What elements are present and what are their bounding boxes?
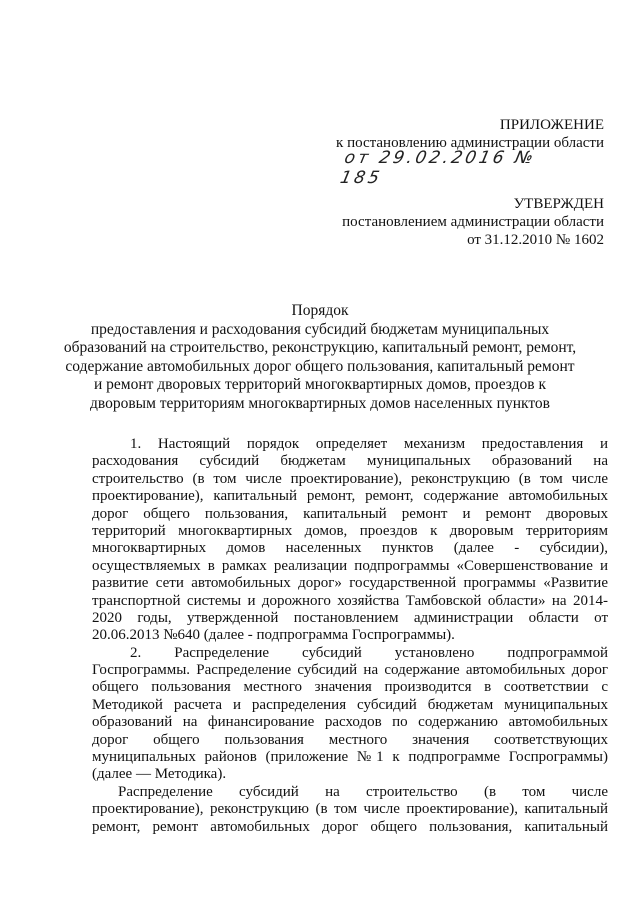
paragraph-3-line: ремонт, ремонт автомобильных дорог общего пользования, капитальный xyxy=(92,818,608,835)
paragraph-1-line: 1. Настоящий порядок определяет механизм предоставления и xyxy=(130,436,608,452)
appendix-ref: к постановлению администрации области xyxy=(336,135,604,151)
title-line: дворовым территориям многоквартирных домов населенных пунктов xyxy=(90,394,550,412)
paragraph-2-line: (далее — Методика). xyxy=(92,766,227,783)
paragraph-1-line: дорог общего пользования, капитальный ремонт и ремонт дворовых xyxy=(92,505,608,522)
title-line: и ремонт дворовых территорий многоквартирных домов, проездов к xyxy=(93,376,546,393)
paragraph-1-line: территорий многоквартирных домов, проездов к дворовым территориям xyxy=(92,522,608,539)
paragraph-3-line: проектирование), реконструкцию (в том числе проектирование), капитальный xyxy=(92,801,608,818)
paragraph-1-line: многоквартирных домов населенных пунктов (далее - субсидии), xyxy=(92,540,608,557)
paragraph-2-line: общего пользования местного значения производится в соответствии с xyxy=(92,679,608,696)
appendix-title: ПРИЛОЖЕНИЕ xyxy=(499,117,604,133)
paragraph-1-line: 20.06.2013 №640 (далее - подпрограмма Госпрограммы). xyxy=(92,627,455,644)
paragraph-3-line: Распределение субсидий на строительство (в том числе xyxy=(118,783,608,800)
approved-by: постановлением администрации области xyxy=(342,214,604,230)
paragraph-2-line: 2. Распределение субсидий установлено подпрограммой xyxy=(130,644,608,661)
paragraph-1-line: 2020 годы, утвержденной постановлением администрации области от xyxy=(92,609,608,626)
paragraph-1-line: осуществляемых в рамках реализации подпрограммы «Совершенствование и xyxy=(92,557,608,574)
document-title xyxy=(0,302,640,413)
paragraph-2-line: Госпрограммы. Распределение субсидий на содержание автомобильных дорог xyxy=(92,662,608,679)
paragraph-2-line: дорог общего пользования местного значения соответствующих xyxy=(92,731,608,748)
paragraph-1-line: транспортной системы и дорожного хозяйства Тамбовской области» на 2014- xyxy=(92,592,608,609)
document-body xyxy=(92,436,608,836)
paragraph-1-line: развитие сети автомобильных дорог» государственной программы «Развитие xyxy=(92,575,608,592)
handwritten-date: от 29.02.2016 № 185 xyxy=(338,148,538,188)
title-line: предоставления и расходования субсидий бюджетам муниципальных xyxy=(90,320,550,338)
paragraph-2-line: Методикой расчета и распределения субсидий бюджетам муниципальных xyxy=(92,696,608,713)
paragraph-2-line: муниципальных районов (приложение №1 к подпрограмме Госпрограммы) xyxy=(92,749,608,766)
paragraph-1-line: строительство (в том числе проектирование), реконструкцию (в том числе xyxy=(92,470,608,487)
title-line: содержание автомобильных дорог общего пользования, капитальный ремонт xyxy=(65,357,575,375)
paragraph-1-line: проектирование), капитальный ремонт, ремонт, содержание автомобильных xyxy=(92,488,608,505)
title-line: образований на строительство, реконструкцию, капитальный ремонт, ремонт, xyxy=(63,339,577,356)
paragraph-2-line: образований на финансирование расходов по содержанию автомобильных xyxy=(92,714,608,731)
approved-date: от 31.12.2010 № 1602 xyxy=(467,232,604,248)
title-heading: Порядок xyxy=(291,302,349,319)
paragraph-1-line: расходования субсидий бюджетам муниципальных образований на xyxy=(92,453,608,470)
approved-title: УТВЕРЖДЕН xyxy=(513,196,604,212)
